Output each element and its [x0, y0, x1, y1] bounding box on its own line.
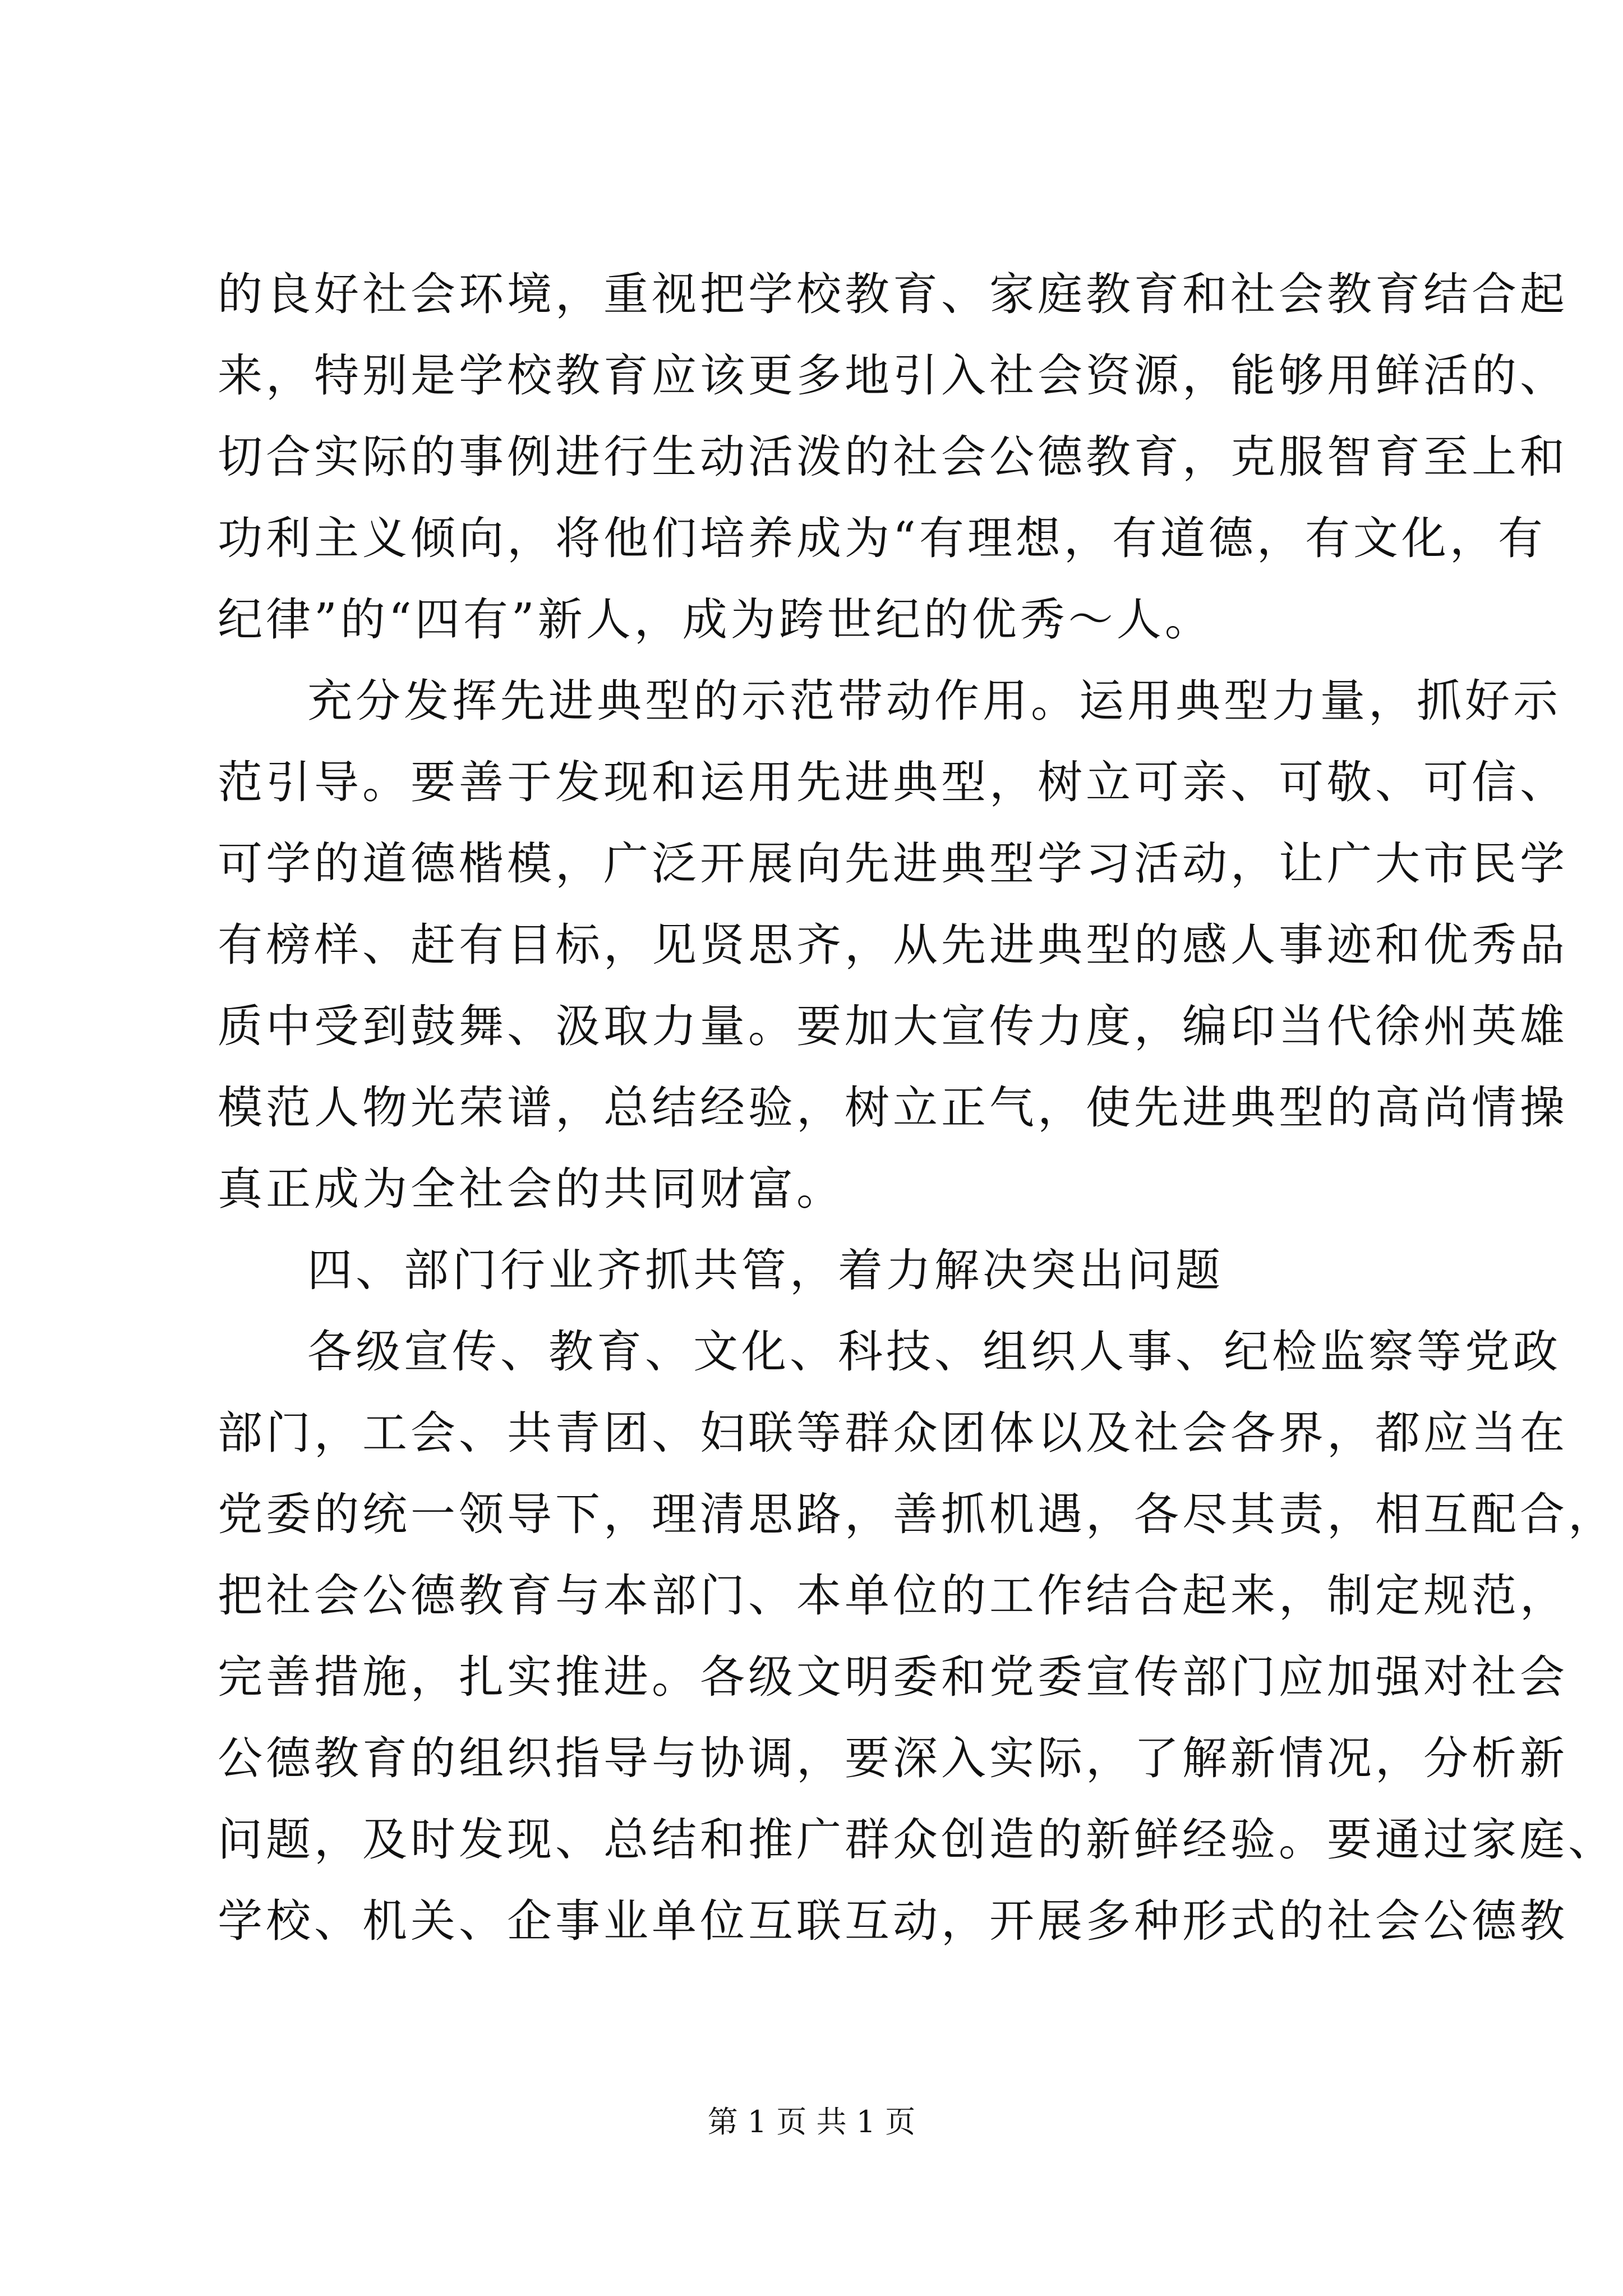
text-line: 切合实际的事例进行生动活泼的社会公德教育，克服智育至上和 — [218, 431, 1568, 483]
text-line: 来，特别是学校教育应该更多地引入社会资源，能够用鲜活的、 — [218, 349, 1568, 402]
section-heading: 四、部门行业齐抓共管，着力解决突出问题 — [307, 1244, 1224, 1296]
page-number-footer: 第 1 页 共 1 页 — [707, 2104, 916, 2139]
text-line: 纪律”的“四有”新人，成为跨世纪的优秀～人。 — [218, 593, 1213, 646]
text-line: 党委的统一领导下，理清思路，善抓机遇，各尽其责，相互配合， — [218, 1488, 1616, 1540]
paragraph-first-line: 各级宣传、教育、文化、科技、组织人事、纪检监察等党政 — [307, 1326, 1561, 1378]
text-line: 质中受到鼓舞、汲取力量。要加大宣传力度，编印当代徐州英雄 — [218, 1000, 1568, 1052]
text-line: 范引导。要善于发现和运用先进典型，树立可亲、可敬、可信、 — [218, 756, 1568, 808]
text-line: 把社会公德教育与本部门、本单位的工作结合起来，制定规范， — [218, 1570, 1568, 1622]
text-line: 可学的道德楷模，广泛开展向先进典型学习活动，让广大市民学 — [218, 838, 1568, 890]
text-line: 问题，及时发现、总结和推广群众创造的新鲜经验。要通过家庭、 — [218, 1814, 1616, 1866]
text-line: 的良好社会环境，重视把学校教育、家庭教育和社会教育结合起 — [218, 268, 1568, 320]
text-line: 有榜样、赶有目标，见贤思齐，从先进典型的感人事迹和优秀品 — [218, 919, 1568, 971]
text-line: 部门，工会、共青团、妇联等群众团体以及社会各界，都应当在 — [218, 1407, 1568, 1459]
text-line: 模范人物光荣谱，总结经验，树立正气，使先进典型的高尚情操 — [218, 1082, 1568, 1134]
text-line: 完善措施，扎实推进。各级文明委和党委宣传部门应加强对社会 — [218, 1651, 1568, 1703]
paragraph-first-line: 充分发挥先进典型的示范带动作用。运用典型力量，抓好示 — [307, 675, 1561, 727]
text-line: 公德教育的组织指导与协调，要深入实际，了解新情况，分析新 — [218, 1732, 1568, 1784]
text-line: 真正成为全社会的共同财富。 — [218, 1163, 845, 1215]
text-line: 学校、机关、企事业单位互联互动，开展多种形式的社会公德教 — [218, 1895, 1568, 1947]
text-line: 功利主义倾向，将他们培养成为“有理想，有道德，有文化，有 — [218, 512, 1546, 564]
